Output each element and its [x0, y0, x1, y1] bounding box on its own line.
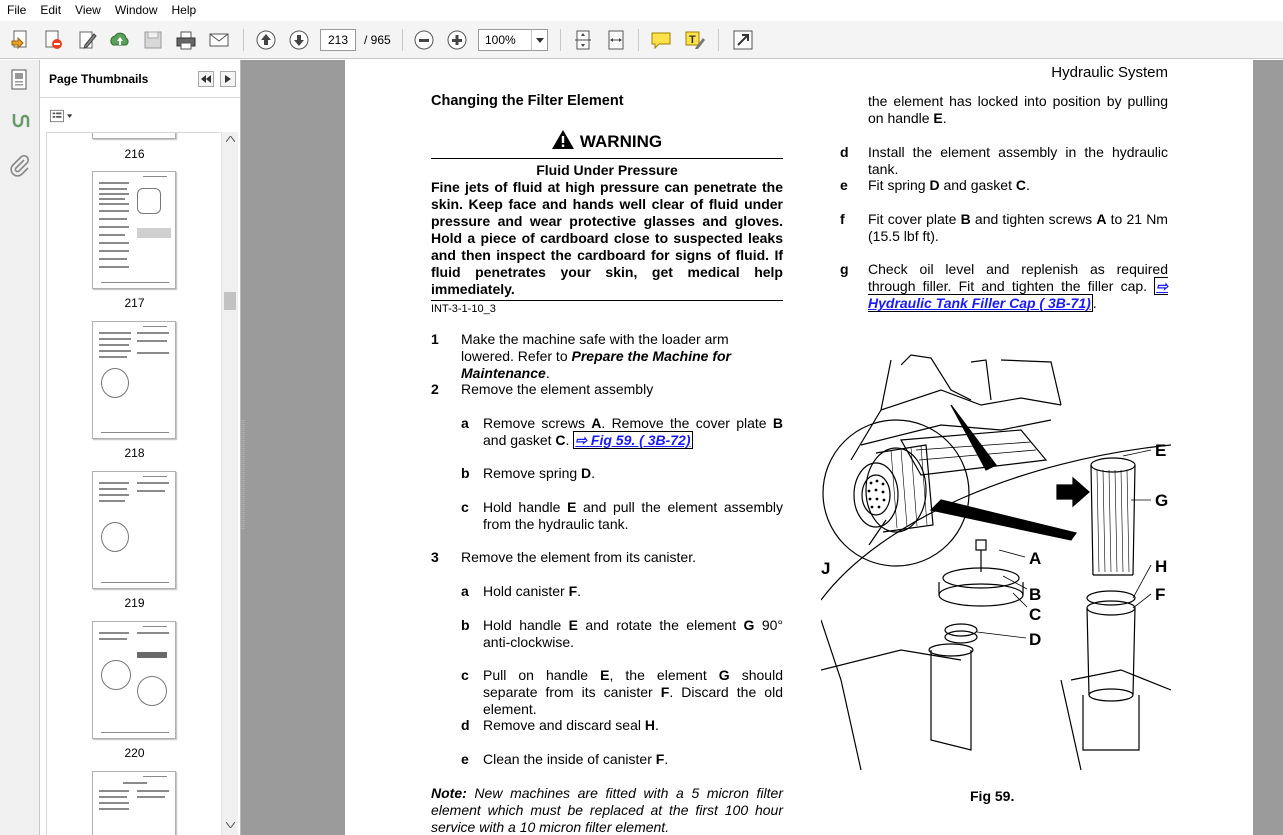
menu-window[interactable]: Window	[114, 3, 158, 17]
label-b: B	[1029, 585, 1042, 604]
figure-59-illustration	[821, 350, 1171, 770]
note-paragraph: Note: New machines are fitted with a 5 micron filter element which must be replaced at the first 100 hour service with a 10 micron filter element.	[431, 785, 783, 835]
label-e: E	[1155, 441, 1167, 460]
thumbnail-page-220[interactable]	[92, 621, 176, 739]
panel-title: Page Thumbnails	[49, 72, 149, 86]
warning-code: INT-3-1-10_3	[431, 303, 496, 315]
menu-help[interactable]: Help	[171, 3, 197, 17]
chevron-down-icon[interactable]	[531, 30, 547, 50]
warning-body: Fine jets of fluid at high pressure can penetrate the skin. Keep face and hands well clear of fluid under pressure and wear protective glasses and gloves. Hold a piece of cardboard close to suspected leaks and then inspect the cardboard for signs of fluid. If fluid penetrates your skin, get medical help immediately.	[431, 179, 783, 297]
thumbnail-page-218[interactable]	[92, 321, 176, 439]
next-page-icon[interactable]	[286, 27, 312, 53]
toolbar-separator	[638, 29, 639, 51]
navigation-strip	[0, 60, 40, 835]
menu-view[interactable]: View	[75, 3, 101, 17]
attachment-icon[interactable]	[6, 152, 34, 180]
collapse-panel-icon[interactable]	[198, 71, 214, 87]
figure-caption: Fig 59.	[970, 788, 1015, 804]
warning-title	[431, 130, 783, 152]
pdf-page: Hydraulic System Changing the Filter Element WARNING Fluid Under Pressure Fine jets of fluid at high pressure can penetrate the skin. Keep face and hands well clear of fluid under pressure and wear protective glasses and gloves. Hold a piece of cardboard close to suspected leaks and then inspect the cardboard for signs of fluid. If fluid penetrates your skin, get medical help immediately. INT-3-1-10_3 1 Make the machine safe with the loader arm lowered. Refer to Prepare the Machine for Maintenance. 2 Remove the element assembly a Remove screws A. Remove the cover plate B and gasket C. ⇨ Fig 59. ( 3B-72) b Remove spring D. c Hold handle E and pull the element assembly from the hydraulic tank. 3 Remove the element from its canister. a Hold canister F. b Hold handle E and rotate the element G 90° anti-clockwise. c Pull on handle E, the element G should separate from its canister F. Discard the old element. d Remove and discard seal H. e Clean the inside of canister F. Note: New machines are fitted with a 5 micron filter element which must be replaced at the first 100 hour service with a 10 micron filter element. the element has locked into position by pulling on handle E. d Install the element assembly in the hydraulic tank. e Fit spring D and gasket C. f Fit cover plate B and tighten screws A to 21 Nm (15.5 lbf ft). g Check oil level and replenish as required through filler. Fit and tighten the filler cap. ⇨ Hydraulic Tank Filler Cap ( 3B-71) . E G A J B C H F D Fig 59.	[345, 60, 1253, 835]
toolbar-separator	[718, 29, 719, 51]
document-view[interactable]	[241, 60, 1283, 835]
label-j: J	[821, 559, 831, 578]
scroll-down-icon	[226, 822, 235, 828]
print-icon[interactable]	[173, 27, 199, 53]
thumbnail-page[interactable]	[92, 132, 176, 139]
section-title: Changing the Filter Element	[431, 93, 624, 109]
page-header: Hydraulic System	[1051, 64, 1168, 81]
comment-icon[interactable]	[648, 27, 674, 53]
warning-title-text: WARNING	[579, 132, 663, 151]
thumbnails-panel	[40, 60, 241, 835]
zoom-in-icon[interactable]	[444, 27, 470, 53]
label-f: F	[1155, 585, 1166, 604]
bookmarks-icon[interactable]	[6, 108, 34, 136]
thumbnail-page[interactable]	[92, 771, 176, 835]
page-total: / 965	[364, 33, 391, 47]
upload-icon[interactable]	[107, 27, 133, 53]
toolbar-separator	[402, 29, 403, 51]
toolbar-separator	[560, 29, 561, 51]
warning-icon	[552, 130, 574, 149]
warning-subtitle: Fluid Under Pressure	[536, 162, 678, 178]
fit-page-icon[interactable]	[570, 27, 596, 53]
previous-page-icon[interactable]	[253, 27, 279, 53]
thumbnail-list	[46, 132, 221, 835]
menu-file[interactable]: File	[7, 3, 27, 17]
thumbnails-header	[40, 60, 240, 98]
scroll-up-icon	[226, 136, 235, 142]
thumbnail-label: 216	[124, 147, 145, 161]
fig59-link[interactable]: ⇨ Fig 59. ( 3B-72)	[575, 432, 691, 448]
divider	[431, 158, 783, 159]
label-d: D	[1029, 630, 1042, 649]
toolbar-separator	[243, 29, 244, 51]
thumbnail-page-219[interactable]	[92, 471, 176, 589]
menu-bar	[0, 0, 1283, 21]
thumbnail-scrollbar[interactable]	[221, 132, 238, 835]
filler-cap-link[interactable]: ⇨ Hydraulic Tank Filler Cap ( 3B-71)	[868, 278, 1168, 311]
email-icon[interactable]	[206, 27, 232, 53]
save-icon[interactable]	[140, 27, 166, 53]
thumbnail-page-217[interactable]	[92, 171, 176, 289]
edit-icon[interactable]	[75, 27, 101, 53]
svg-text:T: T	[689, 34, 696, 46]
fit-width-icon[interactable]	[603, 27, 629, 53]
menu-edit[interactable]: Edit	[40, 3, 62, 17]
page-number-input[interactable]: 213	[320, 29, 356, 51]
toolbar	[0, 21, 1283, 59]
zoom-out-icon[interactable]	[411, 27, 437, 53]
zoom-select[interactable]	[478, 29, 548, 51]
label-h: H	[1155, 557, 1168, 576]
create-pdf-icon[interactable]	[8, 27, 34, 53]
thumbnail-label: 219	[124, 596, 145, 610]
expand-icon[interactable]	[730, 27, 756, 53]
zoom-value: 100%	[485, 33, 516, 47]
label-c: C	[1029, 605, 1042, 624]
thumbnail-label: 220	[124, 746, 145, 760]
highlight-icon[interactable]	[682, 27, 708, 53]
page-thumbnails-icon[interactable]	[6, 66, 34, 94]
open-icon[interactable]	[40, 27, 66, 53]
label-g: G	[1155, 491, 1169, 510]
label-a: A	[1029, 549, 1042, 568]
scrollbar-thumb[interactable]	[224, 292, 236, 310]
splitter-handle[interactable]	[241, 420, 245, 530]
thumbnail-options-button[interactable]	[50, 108, 74, 124]
divider	[431, 300, 783, 301]
thumbnail-label: 217	[124, 296, 145, 310]
expand-panel-icon[interactable]	[220, 71, 236, 87]
thumbnail-label: 218	[124, 446, 145, 460]
